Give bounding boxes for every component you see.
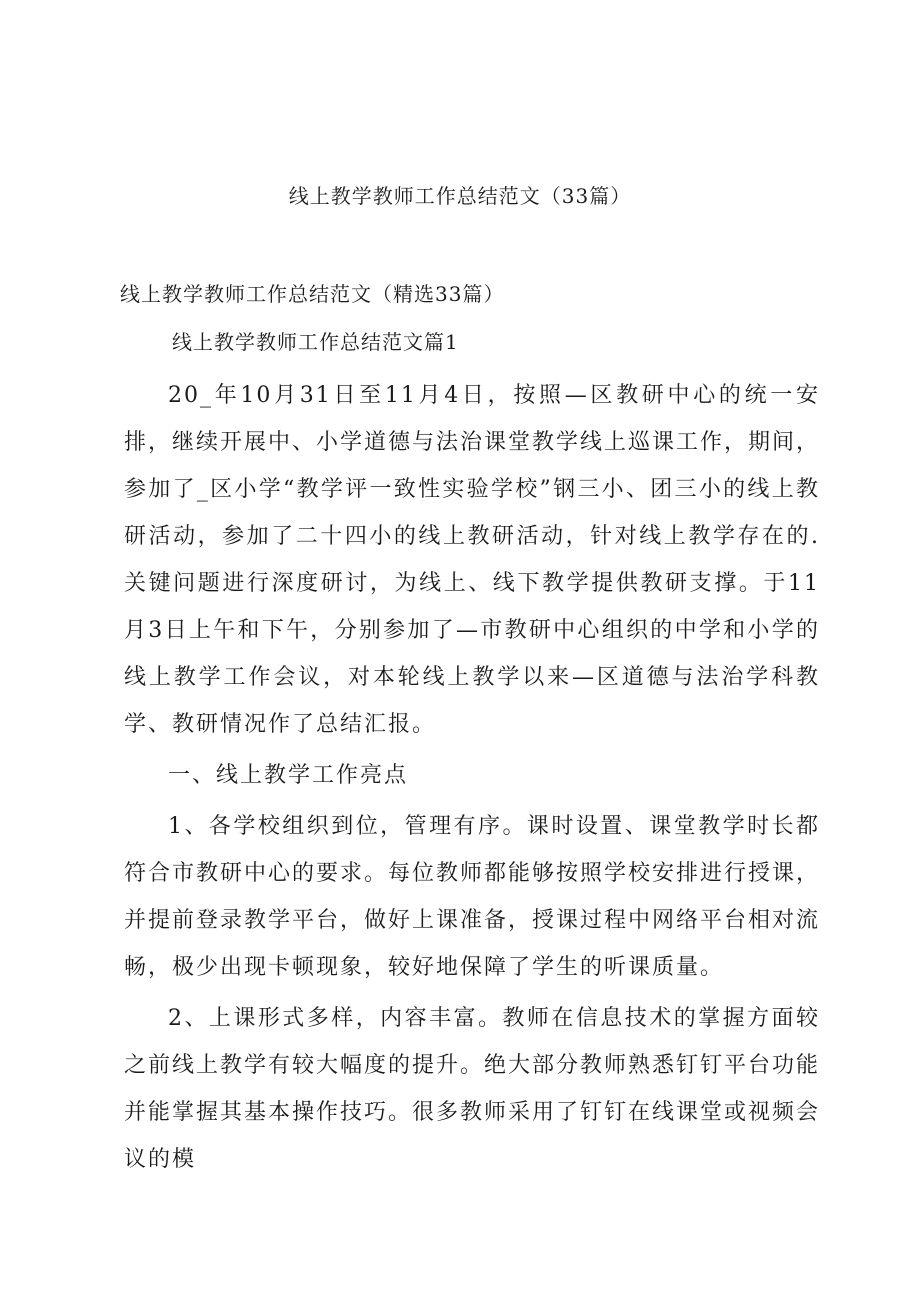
document-subtitle: 线上教学教师工作总结范文（精选33篇） xyxy=(120,282,505,306)
document-title: 线上教学教师工作总结范文（33篇） xyxy=(288,184,632,208)
heading-highlights: 一、线上教学工作亮点 xyxy=(168,763,409,788)
paragraph-intro: 20_年10月31日至11月4日，按照—区教研中心的统一安排，继续开展中、小学道德与法治课堂教学线上巡课工作，期间，参加了_区小学“教学评一致性实验学校”钢三小、团三小的线上教研活动，参加了二十四小的线上教研活动，针对线上教学存在的.关键问题进行深度研讨，为线上、线下教学提供教研支撑。于11月3日上午和下午，分别参加了—市教研中心组织的中学和小学的线上教学工作会议，对本轮线上教学以来—区道德与法治学科教学、教研情况作了总结汇报。 xyxy=(124,383,821,737)
paragraph-point-1: 1、各学校组织到位，管理有序。课时设置、课堂教学时长都符合市教研中心的要求。每位教师都能够按照学校安排进行授课，并提前登录教学平台，做好上课准备，授课过程中网络平台相对流畅，极少出现卡顿现象，较好地保障了学生的听课质量。 xyxy=(124,814,821,980)
document-body xyxy=(124,372,820,1183)
paragraph-point-2: 2、上课形式多样，内容丰富。教师在信息技术的掌握方面较之前线上教学有较大幅度的提升。绝大部分教师熟悉钉钉平台功能并能掌握其基本操作技巧。很多教师采用了钉钉在线课堂或视频会议的模 xyxy=(124,1006,821,1172)
section-title: 线上教学教师工作总结范文篇1 xyxy=(172,330,459,354)
